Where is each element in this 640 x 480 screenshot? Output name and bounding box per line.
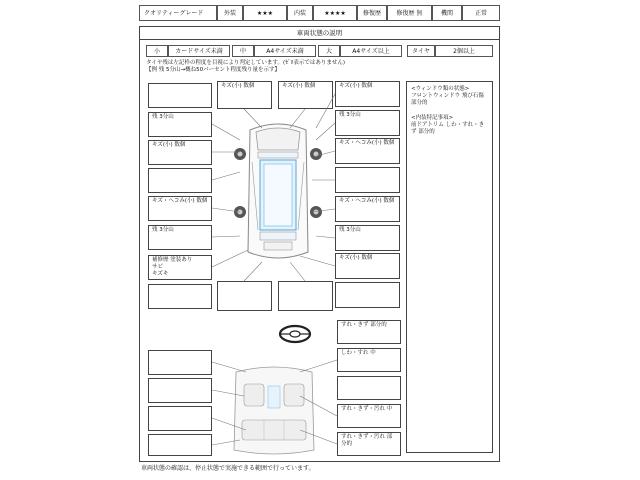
left-box-3: キズ(小) 数個 (148, 140, 212, 165)
right-box-5: キズ・ヘコみ(小) 数個 (335, 196, 400, 222)
right-box-2: 残 3分山 (335, 110, 400, 136)
size-code-medium: 中 (232, 45, 254, 57)
repair-history-value: 修復歴 無 (387, 5, 432, 21)
notes-interior-special: <内装特記事項> 前ドアトリム しわ・すれ・きず 部分的 (411, 115, 485, 135)
center-box-front-left: キズ(小) 数個 (217, 81, 272, 109)
center-box-front-right: キズ(小) 数個 (278, 81, 333, 109)
tire-note-1: タイヤ残は左記枠の程度を目視により判定しています。(ｾﾞﾛ表示ではありません) (146, 60, 345, 66)
interior-label: 内装 (287, 5, 313, 21)
left-box-7: 補修歴 塗装あり サビ キズキ (148, 255, 212, 280)
tire-value: 2個以上 (435, 45, 493, 57)
repair-history-label: 修復歴 (357, 5, 387, 21)
size-desc-large: A4サイズ以上 (340, 45, 402, 57)
interior-right-box-1: すれ・きず 部分的 (337, 320, 401, 344)
interior-right-box-5: すれ・きず・汚れ 部分的 (337, 432, 401, 456)
size-code-small: 小 (146, 45, 168, 57)
left-box-6: 残 3分山 (148, 225, 212, 250)
interior-right-box-2: しわ・すれ 中 (337, 348, 401, 372)
right-box-3: キズ・ヘコみ(小) 数個 (335, 138, 400, 164)
right-box-7: キズ(小) 数個 (335, 253, 400, 279)
size-code-large: 大 (318, 45, 340, 57)
interior-value: ★★★★ (313, 5, 357, 21)
notes-window: <ウィンドウ類の状態> フロントウィンドウ 飛び石傷 部分的 (411, 86, 484, 106)
right-box-6: 残 3分山 (335, 225, 400, 251)
quality-grade-label: クオリティーグレード (139, 5, 217, 21)
interior-right-box-4: すれ・きず・汚れ 中 (337, 404, 401, 428)
size-desc-small: カードサイズ未満 (168, 45, 230, 57)
engine-value: 正常 (462, 5, 500, 21)
tire-note-2: 【例 残 5分山→概ね50パーセント程度残り量を示す】 (146, 67, 280, 73)
left-box-5: キズ・ヘコみ(小) 数個 (148, 196, 212, 221)
size-desc-medium: A4サイズ未満 (254, 45, 316, 57)
right-box-1: キズ(小) 数個 (335, 81, 400, 107)
footer-note: 車両状態の確認は、停止状態で実施できる範囲で行っています。 (141, 465, 315, 472)
left-box-2: 残 3分山 (148, 112, 212, 137)
tire-label: タイヤ (407, 45, 435, 57)
engine-label: 機関 (432, 5, 462, 21)
panel-title: 車両状態の説明 (139, 26, 500, 40)
exterior-label: 外装 (217, 5, 243, 21)
exterior-value: ★★★ (243, 5, 287, 21)
